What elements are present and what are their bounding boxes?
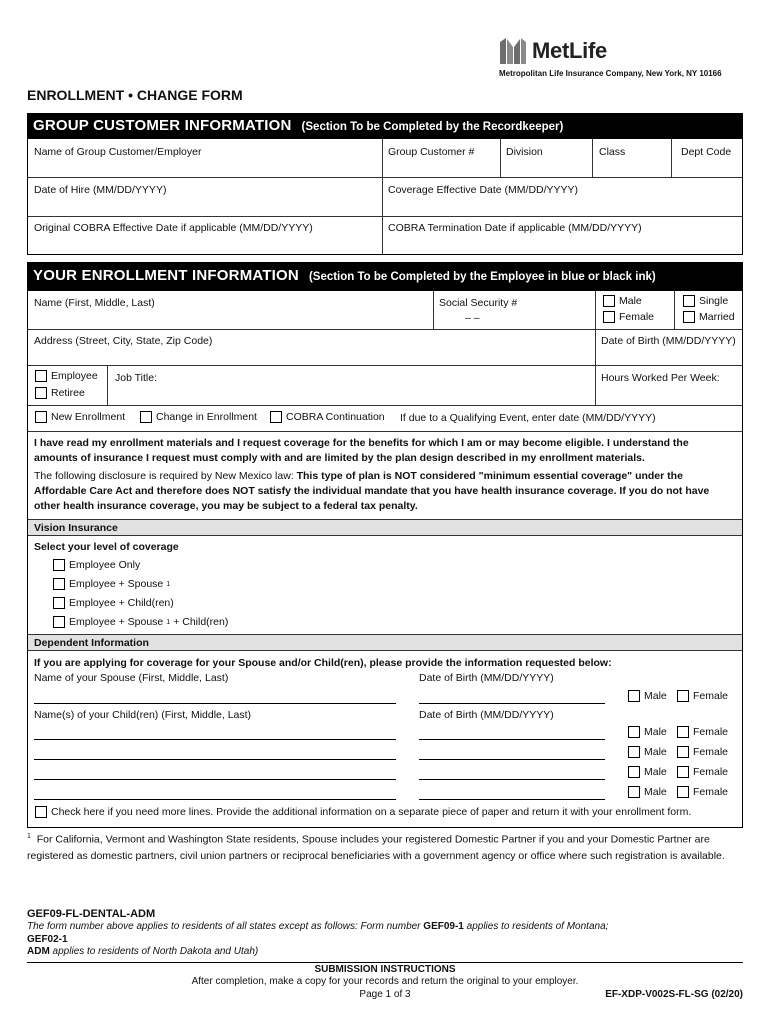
child-female-checkbox[interactable] [677,766,689,778]
child-dob-field[interactable] [419,799,605,800]
spouse-female-label: Female [693,690,729,702]
child-male-label: Male [644,766,667,778]
child-female-label: Female [693,726,729,738]
child-female-checkbox[interactable] [677,786,689,798]
class-label: Class [599,146,626,158]
footnote-marker: 1 [27,833,31,840]
new-enrollment-option[interactable] [35,411,125,423]
vision-employee-children-label: Employee + Child(ren) [69,597,174,609]
cobra-continuation-checkbox[interactable] [270,411,282,423]
male-checkbox[interactable] [603,295,615,307]
child-female-label: Female [693,786,729,798]
child-female-option[interactable] [677,766,728,778]
submission-instructions-title: SUBMISSION INSTRUCTIONS [27,962,743,975]
ssn-label: Social Security # [439,297,518,309]
hours-worked-label: Hours Worked Per Week: [601,372,720,384]
divider [28,216,742,217]
spouse-female-option[interactable] [677,690,728,702]
child-female-label: Female [693,746,729,758]
dependent-intro: If you are applying for coverage for your Spouse and/or Child(ren), please provide the information requested below: [34,657,612,669]
employee-checkbox[interactable] [35,370,47,382]
children-name-label: Name(s) of your Child(ren) (First, Middle, Last) [34,709,252,721]
child-female-label: Female [693,766,729,778]
footnote-text: For California, Vermont and Washington State residents, Spouse includes your registered Domestic Partner if you and your Domestic Partner are registered as domestic partners, civil union partners or reciprocal beneficiaries with a government agency or office where such registration is available. [27,833,725,862]
vision-employee-only[interactable] [53,559,140,571]
enrollment-section-subtitle: (Section To be Completed by the Employee in blue or black ink) [308,271,656,283]
document-id: EF-XDP-V002S-FL-SG (02/20) [605,989,743,1000]
retiree-label: Retiree [51,387,85,399]
group-customer-number-label: Group Customer # [388,146,475,158]
child-male-label: Male [644,746,667,758]
child-name-field[interactable] [34,759,396,760]
coverage-effective-label: Coverage Effective Date (MM/DD/YYYY) [388,184,579,196]
child-male-option[interactable] [628,786,667,798]
child-dob-field[interactable] [419,779,605,780]
change-enrollment-label: Change in Enrollment [156,411,257,423]
married-option[interactable] [683,311,735,323]
child-male-label: Male [644,726,667,738]
dept-code-label: Dept Code [681,146,732,158]
new-enrollment-label: New Enrollment [51,411,126,423]
more-lines-option[interactable] [35,806,691,818]
vision-employee-children[interactable] [53,597,174,609]
form-title: ENROLLMENT • CHANGE FORM [27,87,243,103]
spouse-dob-label: Date of Birth (MM/DD/YYYY) [419,672,554,684]
female-checkbox[interactable] [603,311,615,323]
select-level-label: Select your level of coverage [34,541,179,553]
employee-label: Employee [51,370,98,382]
vision-employee-spouse-label: Employee + Spouse [69,578,164,590]
form-note-adm: ADM [27,946,50,957]
footnote [27,829,743,864]
vision-employee-children-checkbox[interactable] [53,597,65,609]
divider [28,365,742,366]
child-male-checkbox[interactable] [628,746,640,758]
vision-family-label-a: Employee + Spouse [69,616,164,628]
dob-label: Date of Birth (MM/DD/YYYY) [601,335,736,347]
address-label: Address (Street, City, State, Zip Code) [34,335,213,347]
male-label: Male [619,295,642,307]
male-option[interactable] [603,295,642,307]
form-code: GEF09-FL-DENTAL-ADM [27,908,156,920]
child-male-checkbox[interactable] [628,766,640,778]
spouse-male-label: Male [644,690,667,702]
divider [674,291,675,329]
divider [28,177,742,178]
child-dob-field[interactable] [419,759,605,760]
coverage-statement: I have read my enrollment materials and I request coverage for the benefits for which I am or may become eligible. I understand the amounts of insurance I request must comply with and are limited by the plan design described in my enrollment materials. [34,437,689,464]
child-male-label: Male [644,786,667,798]
job-title-label: Job Title: [115,372,158,384]
spouse-dob-field[interactable] [419,703,605,704]
form-note-gef09-1: GEF09-1 [423,921,464,932]
vision-header: Vision Insurance [28,519,742,536]
form-note-2: applies to residents of Montana; [463,921,609,932]
group-section-title: GROUP CUSTOMER INFORMATION [33,117,292,134]
enrollment-section-header [27,262,743,290]
new-enrollment-checkbox[interactable] [35,411,47,423]
child-female-checkbox[interactable] [677,746,689,758]
child-female-option[interactable] [677,746,728,758]
company-line: Metropolitan Life Insurance Company, New York, NY 10166 [499,69,722,78]
form-note-1: The form number above applies to residents of all states except as follows: Form number [27,921,424,932]
enrollment-section-title: YOUR ENROLLMENT INFORMATION [33,267,299,284]
page-number: Page 1 of 3 [359,989,411,1000]
married-checkbox[interactable] [683,311,695,323]
vision-employee-spouse-checkbox[interactable] [53,578,65,590]
cobra-continuation-label: COBRA Continuation [286,411,385,423]
nm-disclosure-body: This type of plan is NOT considered "minimum essential coverage" under the Affordable Care Act and therefore does NOT satisfy the individual mandate that you have health insurance coverage. If you do not have other health insurance coverage, you may be subject to a federal tax penalty. [34,470,710,512]
child-female-checkbox[interactable] [677,726,689,738]
children-dob-label: Date of Birth (MM/DD/YYYY) [419,709,554,721]
cobra-continuation-option[interactable] [270,411,385,423]
single-label: Single [699,295,729,307]
child-female-option[interactable] [677,726,728,738]
vision-family-checkbox[interactable] [53,616,65,628]
nm-disclosure-intro: The following disclosure is required by New Mexico law: [34,470,297,482]
date-of-hire-label: Date of Hire (MM/DD/YYYY) [34,184,167,196]
vision-employee-spouse[interactable] [53,578,170,590]
child-name-field[interactable] [34,739,396,740]
divider [671,139,672,177]
name-label: Name (First, Middle, Last) [34,297,155,309]
qualifying-event-label: If due to a Qualifying Event, enter date (MM/DD/YYYY) [400,412,656,424]
ssn-dashes: – – [465,312,480,324]
group-section-header [27,113,743,138]
footnote-ref: 1 [166,580,171,588]
logo-text: MetLife [532,38,607,63]
single-option[interactable] [683,295,728,307]
spouse-name-field[interactable] [34,703,396,704]
new-mexico-disclosure [34,469,734,514]
after-completion-text: After completion, make a copy for your records and return the original to your employer. [191,976,579,987]
division-label: Division [506,146,543,158]
metlife-logo [500,38,607,64]
child-male-option[interactable] [628,726,667,738]
group-section-subtitle: (Section To be Completed by the Recordkeeper) [301,121,564,133]
spouse-male-checkbox[interactable] [628,690,640,702]
child-male-checkbox[interactable] [628,726,640,738]
divider [28,329,742,330]
child-name-field[interactable] [34,779,396,780]
form-number-note [27,921,707,959]
divider [28,405,742,406]
divider [28,431,742,432]
cobra-termination-label: COBRA Termination Date if applicable (MM/DD/YYYY) [388,222,642,234]
child-dob-field[interactable] [419,739,605,740]
single-checkbox[interactable] [683,295,695,307]
child-name-field[interactable] [34,799,396,800]
vision-family-label-b: + Child(ren) [173,616,229,628]
employee-option[interactable] [35,370,98,382]
cobra-effective-label: Original COBRA Effective Date if applicable (MM/DD/YYYY) [34,222,313,234]
spouse-male-option[interactable] [628,690,667,702]
dependent-header: Dependent Information [28,634,742,651]
change-enrollment-option[interactable] [140,411,257,423]
child-female-option[interactable] [677,786,728,798]
vision-employee-spouse-children[interactable] [53,616,228,628]
group-name-label: Name of Group Customer/Employer [34,146,202,158]
metlife-m-icon [500,38,526,64]
form-note-gef02-1: GEF02-1 [27,933,68,945]
vision-employee-only-checkbox[interactable] [53,559,65,571]
child-male-option[interactable] [628,746,667,758]
spouse-female-checkbox[interactable] [677,690,689,702]
child-male-checkbox[interactable] [628,786,640,798]
female-option[interactable] [603,311,654,323]
female-label: Female [619,311,655,323]
divider [107,365,108,405]
married-label: Married [699,311,735,323]
more-lines-label: Check here if you need more lines. Provide the additional information on a separate piece of paper and return it with your enrollment form. [51,806,692,818]
form-note-3: applies to residents of North Dakota and Utah) [49,946,259,957]
retiree-checkbox[interactable] [35,387,47,399]
child-male-option[interactable] [628,766,667,778]
more-lines-checkbox[interactable] [35,806,47,818]
spouse-name-label: Name of your Spouse (First, Middle, Last) [34,672,229,684]
retiree-option[interactable] [35,387,85,399]
vision-employee-only-label: Employee Only [69,559,141,571]
footnote-ref: 1 [166,618,171,626]
change-enrollment-checkbox[interactable] [140,411,152,423]
